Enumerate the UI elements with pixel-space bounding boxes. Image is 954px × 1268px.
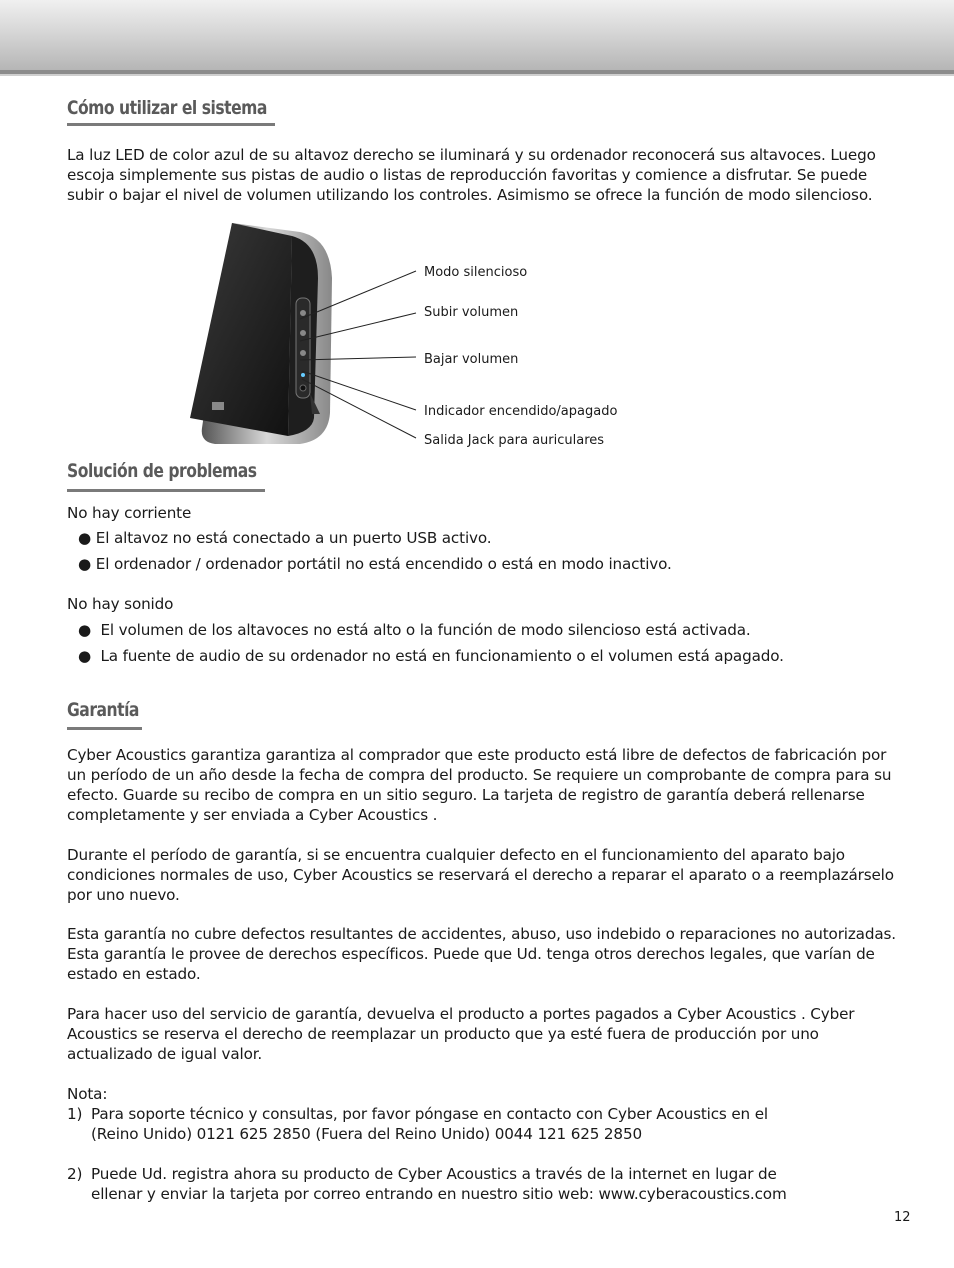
warranty-heading-underline xyxy=(67,727,142,730)
page-number: 12 xyxy=(894,1210,911,1225)
callout-power-indicator: Indicador encendido/apagado xyxy=(424,404,618,419)
callout-line-jack xyxy=(302,379,416,438)
list-item: ● El ordenador / ordenador portátil no está encendido o está en modo inactivo. xyxy=(78,555,672,573)
callout-volume-up: Subir volumen xyxy=(424,305,519,320)
callout-headphone-jack: Salida Jack para auriculares xyxy=(424,433,605,448)
callout-line-power xyxy=(302,371,416,410)
callout-volume-down: Bajar volumen xyxy=(424,352,519,367)
bullet-icon: ● xyxy=(78,529,92,547)
usage-heading: Cómo utilizar el sistema xyxy=(67,97,267,119)
note-text: Para soporte técnico y consultas, por favor póngase en contacto con Cyber Acoustics en el xyxy=(91,1105,768,1123)
note-number: 1) xyxy=(67,1105,83,1123)
usage-paragraph: La luz LED de color azul de su altavoz derecho se iluminará y su ordenador reconocerá sus altavoces. Luego escoja simplemente sus pistas de audio o listas de reproducción favoritas y comience a disfrutar. Se puede subir o bajar el nivel de volumen utilizando los controles. Asimismo se ofrece la función de modo silencioso. xyxy=(67,146,876,204)
warranty-paragraph: Durante el período de garantía, si se encuentra cualquier defecto en el funcionamiento del aparato bajo condiciones normales de uso, Cyber Acoustics se reservará el derecho a reparar el aparato o a reemplazárselo por uno nuevo. xyxy=(67,846,894,904)
note-text: Puede Ud. registra ahora su producto de Cyber Acoustics a través de la internet en lugar de xyxy=(91,1165,777,1183)
warranty-paragraph: Cyber Acoustics garantiza garantiza al comprador que este producto está libre de defectos de fabricación por un período de un año desde la fecha de compra del producto. Se requiere un comprobante de compra para su efecto. Guarde su recibo de compra en un sitio seguro. La tarjeta de registro de garantía deberá rellenarse completamente y ser enviada a Cyber Acoustics . xyxy=(67,746,892,824)
callout-line-mute xyxy=(300,271,416,319)
note-text: ellenar y enviar la tarjeta por correo entrando en nuestro sitio web: www.cyberacoustics.com xyxy=(91,1185,787,1203)
bullet-icon: ● xyxy=(78,647,92,665)
no-power-label: No hay corriente xyxy=(67,504,192,522)
bullet-icon: ● xyxy=(78,555,92,573)
callout-line-volume-up xyxy=(300,313,416,341)
bullet-icon: ● xyxy=(78,621,92,639)
warranty-heading: Garantía xyxy=(67,699,139,721)
list-item: ● El altavoz no está conectado a un puerto USB activo. xyxy=(78,529,492,547)
note-number: 2) xyxy=(67,1165,83,1183)
note-label: Nota: xyxy=(67,1085,108,1103)
warranty-paragraph: Para hacer uso del servicio de garantía, devuelva el producto a portes pagados a Cyber Acoustics . Cyber Acoustics se reserva el derecho de reemplazar un producto que ya esté fuera de producción por uno actualizado de igual valor. xyxy=(67,1005,855,1063)
callout-lines xyxy=(0,0,954,460)
no-sound-label: No hay sonido xyxy=(67,595,174,613)
list-item: ● El volumen de los altavoces no está alto o la función de modo silencioso está activada. xyxy=(78,621,751,639)
troubleshooting-heading: Solución de problemas xyxy=(67,460,257,482)
list-item: ● La fuente de audio de su ordenador no está en funcionamiento o el volumen está apagado. xyxy=(78,647,784,665)
troubleshooting-heading-underline xyxy=(67,489,265,492)
note-text: (Reino Unido) 0121 625 2850 (Fuera del Reino Unido) 0044 121 625 2850 xyxy=(91,1125,642,1143)
callout-mute: Modo silencioso xyxy=(424,265,528,280)
warranty-paragraph: Esta garantía no cubre defectos resultantes de accidentes, abuso, uso indebido o reparaciones no autorizadas. Esta garantía le provee de derechos específicos. Puede que Ud. tenga otros derechos legales, que varían de estado en estado. xyxy=(67,925,896,983)
callout-line-volume-down xyxy=(300,357,416,360)
